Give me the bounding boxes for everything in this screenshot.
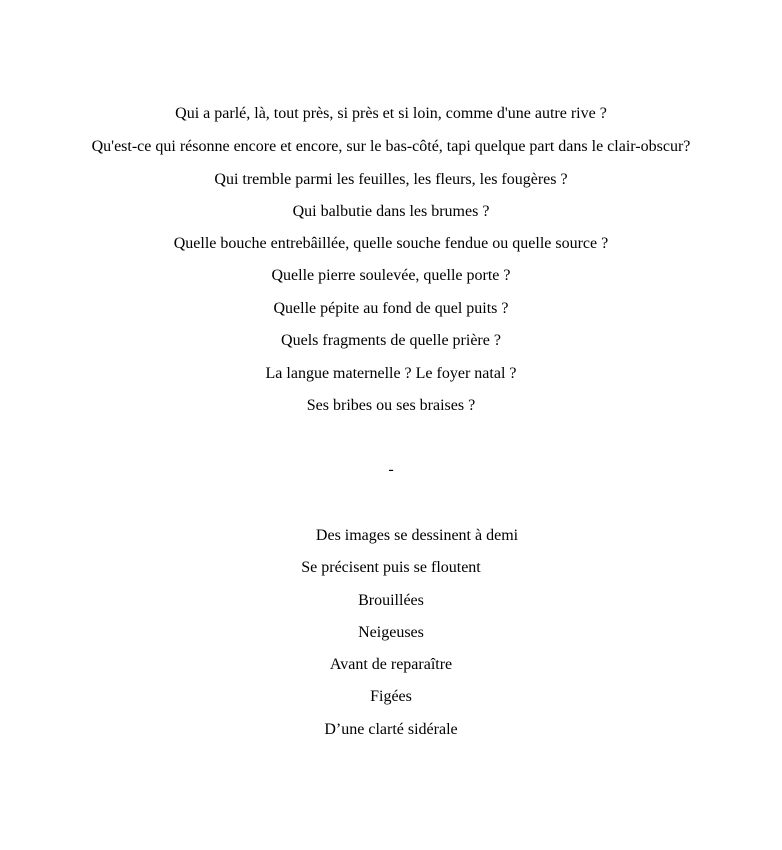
poem-line: Avant de reparaître — [329, 656, 453, 673]
poem-line: Figées — [370, 688, 412, 705]
poem-line: Brouillées — [358, 592, 424, 609]
poem-line: Qu'est-ce qui résonne encore et encore, sur le bas-côté, tapi quelque part dans le clair-obscur? — [91, 138, 691, 155]
poem-line: Neigeuses — [358, 624, 424, 641]
poem-line: Se précisent puis se floutent — [301, 559, 481, 576]
poem-line: Quelle pépite au fond de quel puits ? — [273, 300, 509, 317]
poem-line: D’une clarté sidérale — [324, 721, 458, 738]
poem-line: Quels fragments de quelle prière ? — [281, 332, 501, 349]
poem-line: Quelle pierre soulevée, quelle porte ? — [271, 267, 511, 284]
poem-line: La langue maternelle ? Le foyer natal ? — [265, 365, 517, 382]
poem-line: Qui balbutie dans les brumes ? — [292, 203, 490, 220]
poem-line: Qui tremble parmi les feuilles, les fleurs, les fougères ? — [214, 171, 568, 188]
poem-line: Quelle bouche entrebâillée, quelle souche fendue ou quelle source ? — [173, 235, 609, 252]
poem-line: Ses bribes ou ses braises ? — [306, 397, 476, 414]
stanza-separator: - — [388, 461, 394, 478]
poem-line: Des images se dessinent à demi — [315, 527, 519, 544]
poem-line: Qui a parlé, là, tout près, si près et si loin, comme d'une autre rive ? — [175, 105, 607, 122]
